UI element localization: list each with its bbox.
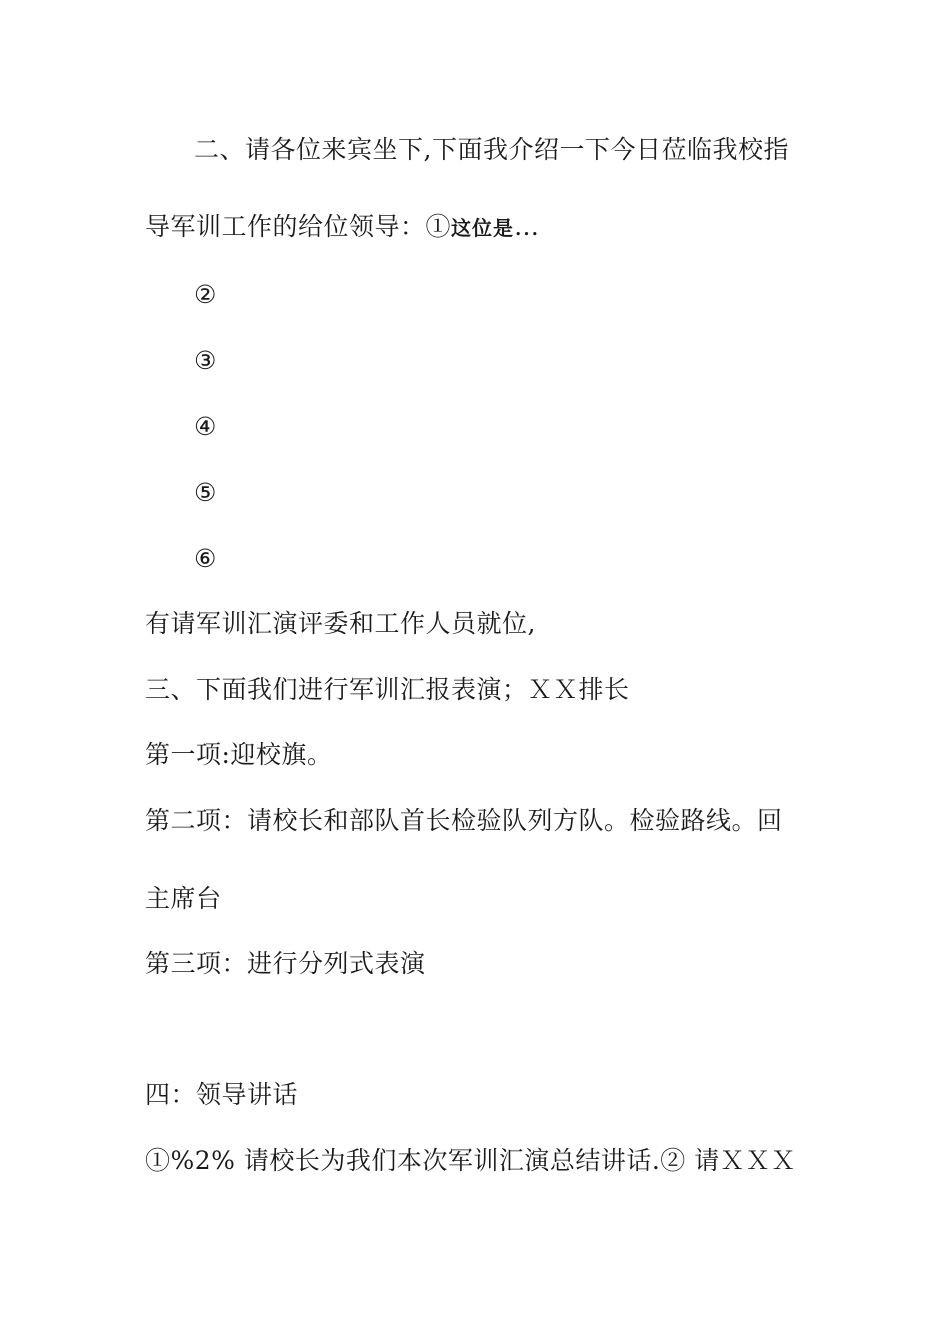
section4-line1: ①%2% 请校长为我们本次军训汇演总结讲话.② 请ＸＸＸ xyxy=(145,1146,797,1175)
list-marker-4: ④ xyxy=(194,412,217,441)
list-marker-6: ⑥ xyxy=(194,544,217,573)
section3-item2-line1: 第二项：请校长和部队首长检验队列方队。检验路线。回 xyxy=(145,806,783,835)
invite-line: 有请军训汇演评委和工作人员就位, xyxy=(145,609,536,638)
section3-item3: 第三项：进行分列式表演 xyxy=(145,949,426,978)
section2-line2-prefix: 导军训工作的给位领导：① xyxy=(145,212,452,241)
list-marker-5: ⑤ xyxy=(194,478,217,507)
list-marker-3: ③ xyxy=(194,346,217,375)
section4-heading: 四：领导讲话 xyxy=(145,1080,299,1109)
section2-line2 xyxy=(145,212,540,243)
section3-item1: 第一项:迎校旗。 xyxy=(145,740,333,769)
section3-heading: 三、下面我们进行军训汇报表演；ＸＸ排长 xyxy=(145,675,630,704)
section3-item2-line2: 主席台 xyxy=(145,884,222,913)
list-marker-2: ② xyxy=(194,280,217,309)
section2-line2-suffix: … xyxy=(514,212,540,241)
handwritten-note: 这位是 xyxy=(451,216,515,240)
section2-line1: 二、请各位来宾坐下,下面我介绍一下今日莅临我校指 xyxy=(194,135,789,164)
